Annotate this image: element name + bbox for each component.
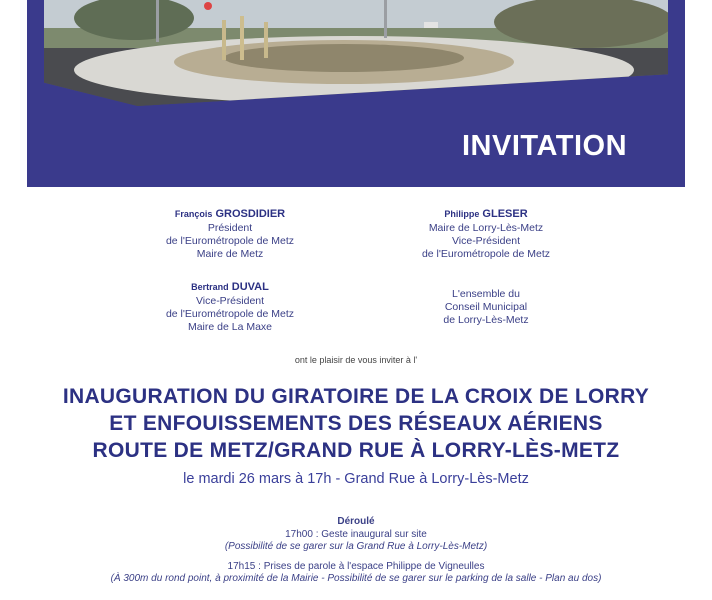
host-role-line: de l'Eurométropole de Metz [421, 248, 551, 260]
headline-line: ROUTE DE METZ/GRAND RUE À LORRY-LÈS-METZ [92, 439, 620, 462]
invitation-title: INVITATION [462, 130, 628, 162]
program-item-note: (Possibilité de se garer sur la Grand Rue à Lorry-Lès-Metz) [224, 541, 488, 552]
program-item: 17h15 : Prises de parole à l'espace Philippe de Vigneulles [227, 560, 485, 572]
host-role-line: de l'Eurométropole de Metz [165, 235, 295, 247]
host-name [140, 208, 320, 221]
event-headline [0, 383, 712, 464]
program-item: 17h00 : Geste inaugural sur site [285, 528, 427, 540]
host-first-name: François [174, 209, 213, 219]
event-date: le mardi 26 mars à 17h - Grand Rue à Lorry-Lès-Metz [183, 471, 529, 487]
host-duval [140, 281, 320, 334]
host-last-name: GROSDIDIER [215, 208, 286, 220]
host-role-line: Conseil Municipal [444, 301, 528, 313]
program-schedule [0, 516, 712, 586]
host-municipal-council [396, 288, 576, 327]
headline-line: INAUGURATION DU GIRATOIRE DE LA CROIX DE LORRY [62, 385, 650, 408]
host-first-name: Bertrand [191, 282, 229, 292]
host-role-line: Maire de Lorry-Lès-Metz [428, 222, 544, 234]
host-grosdidier [140, 208, 320, 261]
program-title: Déroulé [337, 516, 375, 527]
host-role-line: de Lorry-Lès-Metz [443, 314, 529, 326]
host-name [140, 281, 320, 294]
invite-line: ont le plaisir de vous inviter à l' [294, 355, 418, 365]
host-role-line: Vice-Président [451, 235, 521, 247]
program-item-note: (À 300m du rond point, à proximité de la Mairie - Possibilité de se garer sur le parking de la salle - Plan au dos) [110, 573, 602, 584]
host-role-line: L'ensemble du [452, 288, 520, 300]
host-last-name: GLESER [482, 208, 528, 220]
host-role-line: Maire de La Maxe [187, 321, 273, 333]
host-role-line: Président [207, 222, 253, 234]
host-name [396, 208, 576, 221]
host-role-line: Maire de Metz [196, 248, 264, 260]
host-role-line: de l'Eurométropole de Metz [165, 308, 295, 320]
headline-line: ET ENFOUISSEMENTS DES RÉSEAUX AÉRIENS [109, 412, 603, 435]
host-gleser [396, 208, 576, 261]
host-last-name: DUVAL [231, 281, 269, 293]
host-first-name: Philippe [444, 209, 480, 219]
host-role-line: Vice-Président [195, 295, 265, 307]
